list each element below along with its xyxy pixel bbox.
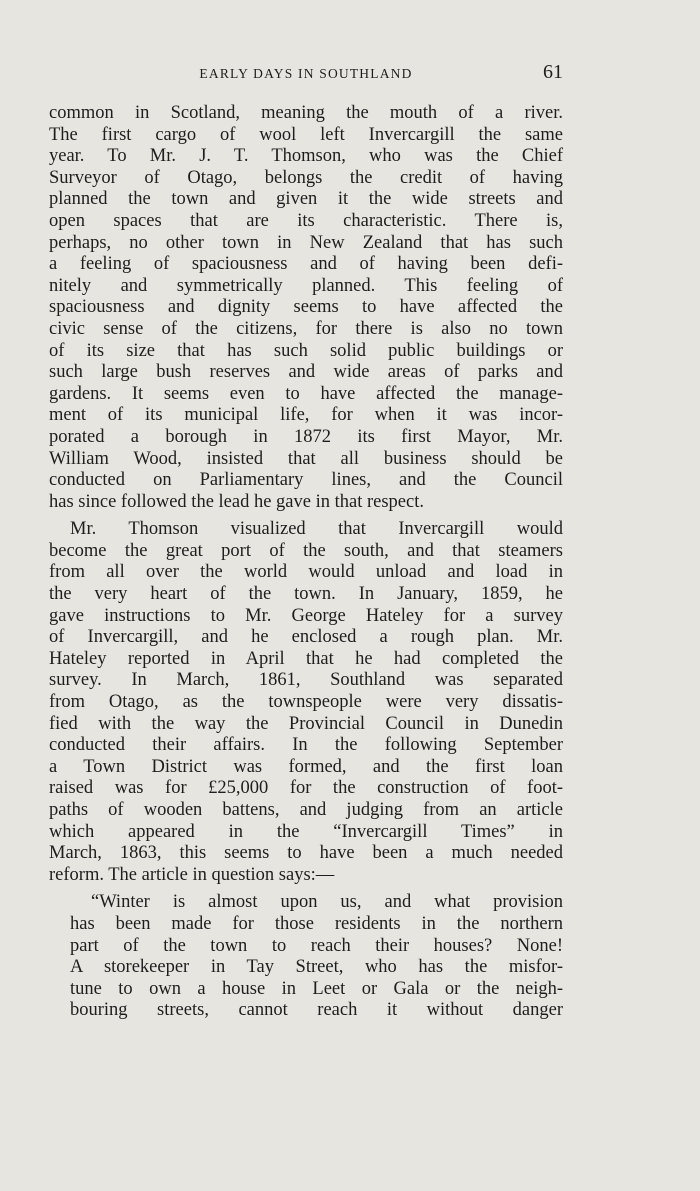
text-line: year. To Mr. J. T. Thomson, who was the Chief: [49, 146, 563, 167]
text-line: part of the town to reach their houses? None!: [70, 935, 563, 956]
text-line: Hateley reported in April that he had completed the: [49, 648, 563, 669]
text-line: paths of wooden battens, and judging from an article: [49, 800, 563, 820]
text-line: from Otago, as the townspeople were very dissatis-: [49, 692, 563, 713]
text-line: March, 1863, this seems to have been a much needed: [49, 843, 563, 864]
text-line: Mr. Thomson visualized that Invercargill would: [70, 519, 563, 540]
paragraph-2: [49, 519, 563, 886]
running-header: [49, 58, 563, 90]
text-line: of Invercargill, and he enclosed a rough plan. Mr.: [49, 627, 563, 648]
text-line: bouring streets, cannot reach it without danger: [70, 1000, 563, 1021]
text-line: perhaps, no other town in New Zealand that has such: [49, 232, 563, 253]
block-quote: [49, 892, 563, 1022]
text-line: reform. The article in question says:—: [49, 864, 335, 885]
text-line: gave instructions to Mr. George Hateley for a survey: [49, 605, 563, 626]
text-line: has been made for those residents in the northern: [70, 913, 563, 934]
text-line: gardens. It seems even to have affected the manage-: [49, 383, 563, 404]
text-line: has since followed the lead he gave in that respect.: [49, 491, 424, 512]
text-line: of its size that has such solid public buildings or: [49, 340, 563, 361]
text-line: a Town District was formed, and the first loan: [49, 756, 563, 777]
page-number: 61: [543, 61, 563, 83]
paragraph-1: [49, 103, 563, 513]
text-line: tune to own a house in Leet or Gala or the neigh-: [70, 978, 563, 999]
text-line: survey. In March, 1861, Southland was separated: [49, 670, 563, 691]
text-line: a feeling of spaciousness and of having been defi-: [49, 254, 563, 275]
text-line: ment of its municipal life, for when it was incor-: [49, 405, 563, 426]
text-line: William Wood, insisted that all business should be: [49, 448, 563, 469]
text-line: spaciousness and dignity seems to have affected the: [49, 297, 563, 318]
text-line: such large bush reserves and wide areas of parks and: [49, 362, 563, 383]
text-line: from all over the world would unload and load in: [49, 562, 563, 583]
text-line: The first cargo of wool left Invercargill the same: [49, 124, 563, 145]
text-line: porated a borough in 1872 its first Mayor, Mr.: [49, 426, 563, 447]
book-page: [49, 58, 563, 1022]
text-line: A storekeeper in Tay Street, who has the misfor-: [70, 957, 563, 978]
text-line: open spaces that are its characteristic. There is,: [49, 210, 563, 231]
text-line: conducted on Parliamentary lines, and the Council: [49, 470, 563, 491]
text-line: common in Scotland, meaning the mouth of a river.: [49, 103, 563, 123]
text-line: civic sense of the citizens, for there is also no town: [49, 318, 563, 339]
running-title: EARLY DAYS IN SOUTHLAND: [199, 66, 413, 81]
text-line: conducted their affairs. In the following September: [49, 735, 563, 756]
text-line: “Winter is almost upon us, and what provision: [91, 892, 563, 913]
text-line: fied with the way the Provincial Council in Dunedin: [49, 713, 563, 734]
text-line: nitely and symmetrically planned. This feeling of: [49, 275, 563, 296]
text-line: raised was for £25,000 for the construction of foot-: [49, 778, 563, 799]
text-line: the very heart of the town. In January, 1859, he: [49, 584, 563, 605]
text-line: become the great port of the south, and that steamers: [49, 540, 563, 561]
text-line: planned the town and given it the wide streets and: [49, 189, 563, 210]
text-line: which appeared in the “Invercargill Times” in: [49, 821, 563, 842]
text-line: Surveyor of Otago, belongs the credit of having: [49, 167, 563, 188]
